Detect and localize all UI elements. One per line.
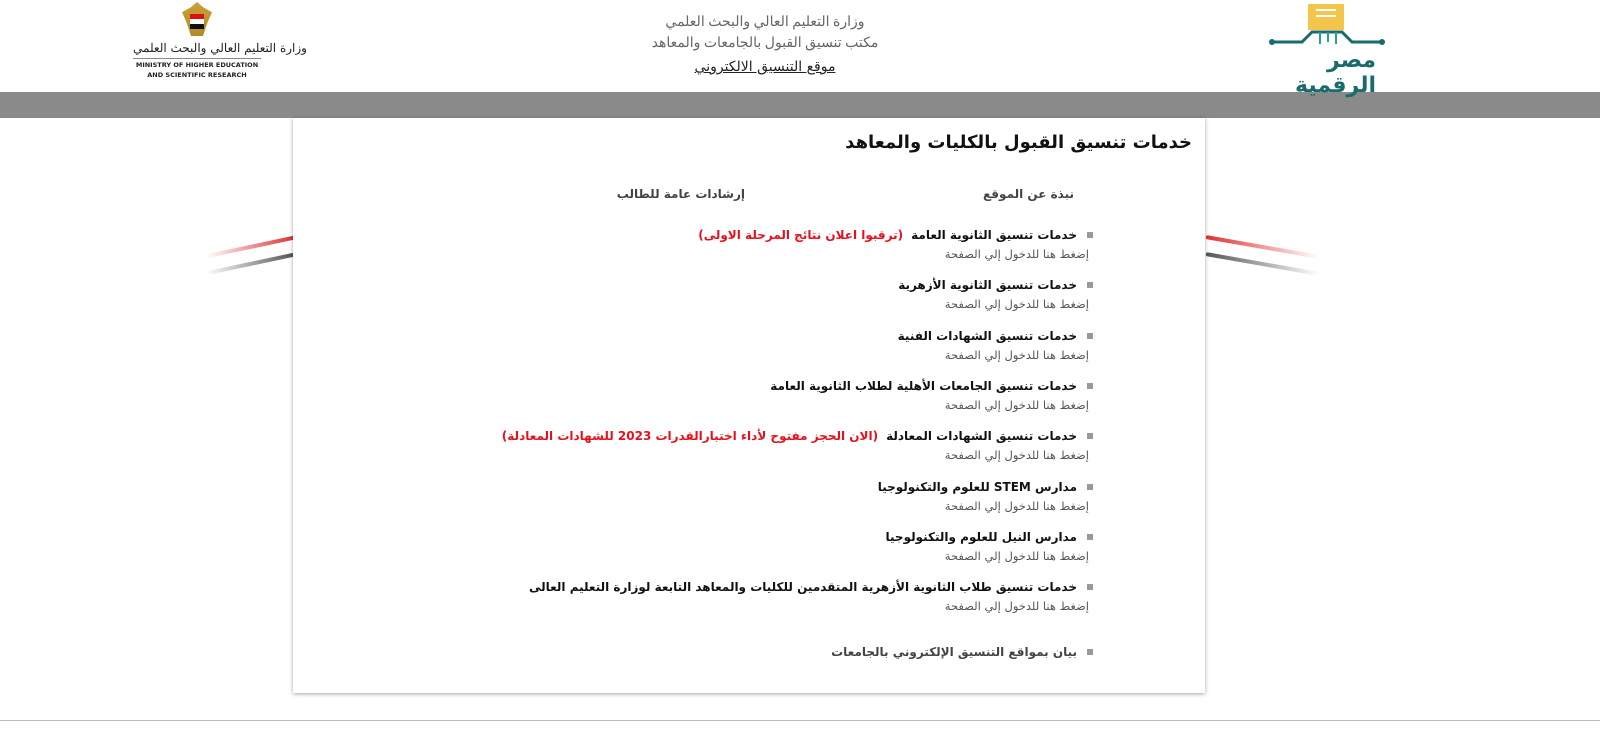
enter-page-link[interactable]: إضغط هنا للدخول إلي الصفحة <box>944 397 1089 412</box>
bullet-icon <box>1087 484 1093 490</box>
bullet-icon <box>1087 584 1093 590</box>
ministry-logo[interactable] <box>133 2 307 88</box>
item-name[interactable]: بيان بمواقع التنسيق الإلكتروني بالجامعات <box>831 645 1077 659</box>
item-name[interactable]: خدمات تنسيق الشهادات المعادلة <box>886 429 1077 444</box>
digital-egypt-text: مصر الرقمية <box>1295 48 1376 98</box>
page-title: خدمات تنسيق القبول بالكليات والمعاهد <box>845 132 1192 153</box>
bullet-icon <box>1087 333 1093 339</box>
item-name[interactable]: خدمات تنسيق الجامعات الأهلية لطلاب الثانوية العامة <box>770 378 1077 393</box>
item-name[interactable]: خدمات تنسيق الثانوية الأزهرية <box>898 278 1077 293</box>
enter-page-link[interactable]: إضغط هنا للدخول إلي الصفحة <box>944 247 1089 261</box>
site-home-link[interactable]: موقع التنسيق الالكتروني <box>694 59 836 75</box>
bullet-icon <box>1087 649 1093 655</box>
list-item[interactable] <box>886 530 1093 563</box>
list-item[interactable] <box>898 278 1093 311</box>
header-titles <box>600 12 930 75</box>
list-item-universities-sites[interactable] <box>831 645 1093 659</box>
bullet-icon <box>1087 433 1093 439</box>
header-line-2: مكتب تنسيق القبول بالجامعات والمعاهد <box>651 36 879 51</box>
enter-page-link[interactable]: إضغط هنا للدخول إلي الصفحة <box>944 448 1089 463</box>
flag-icon <box>190 14 204 29</box>
about-site-link[interactable]: نبذة عن الموقع <box>982 187 1074 201</box>
ministry-logo-english-2: AND SCIENTIFIC RESEARCH <box>147 71 247 79</box>
enter-page-link[interactable]: إضغط هنا للدخول إلي الصفحة <box>944 548 1089 563</box>
ministry-logo-english-1: MINISTRY OF HIGHER EDUCATION <box>135 61 259 69</box>
circuit-icon <box>1268 2 1386 52</box>
enter-page-link[interactable]: إضغط هنا للدخول إلي الصفحة <box>944 599 1089 614</box>
digital-egypt-logo[interactable] <box>1268 2 1386 98</box>
services-card <box>293 118 1205 693</box>
item-name[interactable]: مدارس النيل للعلوم والتكنولوجيا <box>885 529 1077 544</box>
enter-page-link[interactable]: إضغط هنا للدخول إلي الصفحة <box>944 498 1089 513</box>
item-name[interactable]: خدمات تنسيق الشهادات الفنية <box>897 328 1077 343</box>
bullet-icon <box>1087 232 1093 238</box>
item-note: (ترقبوا اعلان نتائج المرحلة الاولى) <box>698 228 904 242</box>
bullet-icon <box>1087 534 1093 540</box>
list-item[interactable] <box>529 580 1093 613</box>
item-name[interactable]: خدمات تنسيق الثانوية العامة <box>911 228 1077 242</box>
item-note: (الان الحجز مفتوح لأداء اختبارالقدرات 2023 للشهادات المعادلة) <box>501 429 879 444</box>
footer-divider <box>0 720 1600 721</box>
item-name[interactable]: خدمات تنسيق طلاب الثانوية الأزهرية المتقدمين للكليات والمعاهد التابعة لوزارة التعليم العالى <box>528 580 1077 595</box>
bullet-icon <box>1087 383 1093 389</box>
header-line-1: وزارة التعليم العالي والبحث العلمي <box>665 15 865 30</box>
header <box>0 0 1600 98</box>
list-item[interactable] <box>770 379 1093 412</box>
enter-page-link[interactable]: إضغط هنا للدخول إلي الصفحة <box>944 297 1089 312</box>
list-item[interactable] <box>878 480 1093 513</box>
item-name[interactable]: مدارس STEM للعلوم والتكنولوجيا <box>877 479 1077 494</box>
enter-page-link[interactable]: إضغط هنا للدخول إلي الصفحة <box>944 347 1089 362</box>
ministry-logo-arabic: وزارة التعليم العالي والبحث العلمي <box>133 40 261 59</box>
list-item[interactable] <box>698 228 1093 261</box>
list-item[interactable] <box>502 429 1093 462</box>
list-item[interactable] <box>898 329 1093 362</box>
bullet-icon <box>1087 282 1093 288</box>
student-guide-link[interactable]: إرشادات عامة للطالب <box>616 187 745 201</box>
